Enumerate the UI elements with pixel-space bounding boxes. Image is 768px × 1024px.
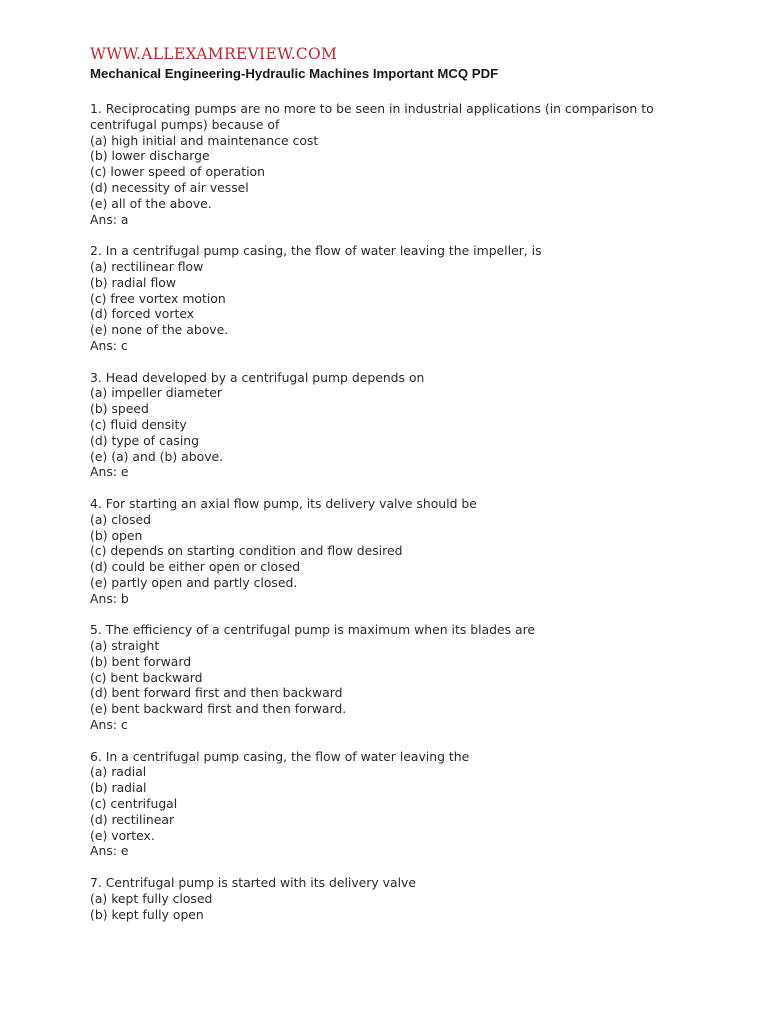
- option-c: (c) centrifugal: [90, 796, 178, 812]
- question-text: 6. In a centrifugal pump casing, the flow of water leaving the: [90, 748, 470, 764]
- option-b: (b) bent forward: [90, 653, 192, 669]
- option-d: (d) could be either open or closed: [90, 559, 301, 575]
- option-c: (c) depends on starting condition and flow desired: [90, 543, 403, 559]
- answer: Ans: e: [90, 843, 129, 859]
- option-e: (e) bent backward first and then forward.: [90, 701, 347, 717]
- option-c: (c) lower speed of operation: [90, 164, 265, 180]
- question-1: [90, 101, 690, 227]
- option-e: (e) all of the above.: [90, 195, 212, 211]
- option-d: (d) necessity of air vessel: [90, 179, 249, 195]
- answer: Ans: b: [90, 590, 129, 606]
- option-a: (a) straight: [90, 638, 160, 654]
- option-a: (a) high initial and maintenance cost: [90, 132, 319, 148]
- document-title: Mechanical Engineering-Hydraulic Machines Important MCQ PDF: [90, 66, 499, 81]
- option-b: (b) radial: [90, 780, 147, 796]
- question-3: [90, 370, 690, 481]
- question-text: 3. Head developed by a centrifugal pump depends on: [90, 369, 425, 385]
- option-a: (a) rectilinear flow: [90, 258, 204, 274]
- option-c: (c) free vortex motion: [90, 290, 226, 306]
- question-2: [90, 243, 690, 354]
- option-b: (b) kept fully open: [90, 906, 204, 922]
- option-a: (a) kept fully closed: [90, 890, 213, 906]
- question-4: [90, 496, 690, 607]
- option-d: (d) forced vortex: [90, 306, 195, 322]
- site-url-link[interactable]: WWW.ALLEXAMREVIEW.COM: [90, 45, 338, 63]
- option-b: (b) lower discharge: [90, 148, 210, 164]
- option-d: (d) type of casing: [90, 432, 199, 448]
- option-e: (e) none of the above.: [90, 322, 229, 338]
- option-d: (d) bent forward first and then backward: [90, 685, 343, 701]
- option-e: (e) partly open and partly closed.: [90, 574, 298, 590]
- question-text: 1. Reciprocating pumps are no more to be seen in industrial applications (in comparison to centrifugal pumps) because of: [90, 101, 654, 132]
- question-7: [90, 875, 690, 922]
- answer: Ans: c: [90, 717, 128, 733]
- option-b: (b) speed: [90, 401, 149, 417]
- option-d: (d) rectilinear: [90, 811, 175, 827]
- option-e: (e) (a) and (b) above.: [90, 448, 224, 464]
- question-text: 5. The efficiency of a centrifugal pump is maximum when its blades are: [90, 622, 536, 638]
- option-a: (a) closed: [90, 511, 151, 527]
- question-text: 2. In a centrifugal pump casing, the flow of water leaving the impeller, is: [90, 243, 542, 259]
- question-text: 7. Centrifugal pump is started with its delivery valve: [90, 875, 416, 891]
- option-b: (b) radial flow: [90, 274, 176, 290]
- option-b: (b) open: [90, 527, 143, 543]
- question-text: 4. For starting an axial flow pump, its delivery valve should be: [90, 495, 477, 511]
- option-c: (c) fluid density: [90, 416, 187, 432]
- answer: Ans: e: [90, 464, 129, 480]
- question-6: [90, 749, 690, 860]
- option-a: (a) radial: [90, 764, 147, 780]
- question-list: [90, 101, 690, 922]
- option-a: (a) impeller diameter: [90, 385, 222, 401]
- answer: Ans: a: [90, 211, 129, 227]
- answer: Ans: c: [90, 337, 128, 353]
- option-c: (c) bent backward: [90, 669, 203, 685]
- option-e: (e) vortex.: [90, 827, 155, 843]
- question-5: [90, 622, 690, 733]
